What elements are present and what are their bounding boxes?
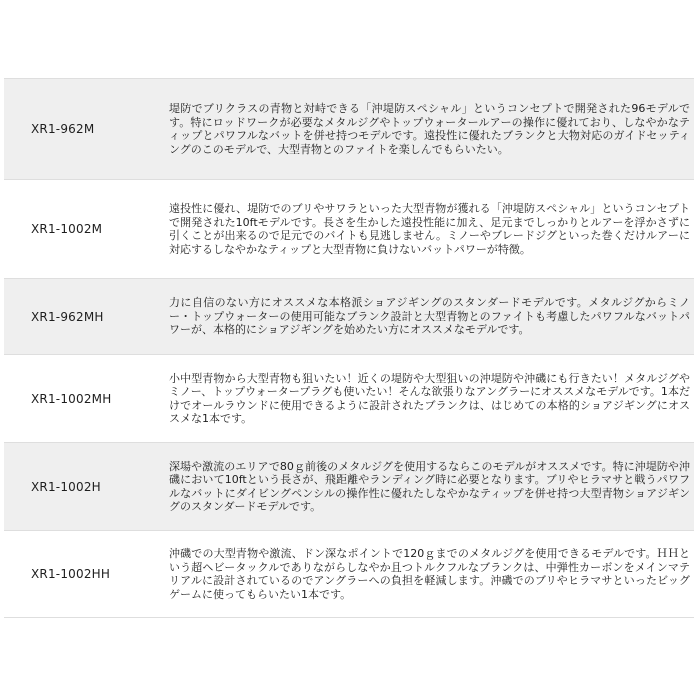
model-description: 力に自信のない方にオススメな本格派ショアジギングのスタンダードモデルです。メタルジグからミノー・トップウォーターの使用可能なブランク設計と大型青物とのファイトも考慮したパワフルなバットパワーが、本格的にショアジギングを始めたい方にオススメなモデルです。 xyxy=(169,296,690,337)
model-name: XR1-962MH xyxy=(31,309,104,324)
table-row xyxy=(4,530,694,618)
model-description: 深場や激流のエリアで80ｇ前後のメタルジグを使用するならこのモデルがオススメです。特に沖堤防や沖磯において10ftという長さが、飛距離やランディング時に必要となります。ブリやヒラマサと戦うパワフルなバットにダイビングペンシルの操作性に優れたしなやかなティップを併せ持つ大型青物ショアジギングのスタンダードモデルです。 xyxy=(169,459,690,513)
model-name: XR1-1002H xyxy=(31,479,101,494)
table-row xyxy=(4,442,694,530)
model-name: XR1-1002M xyxy=(31,222,103,236)
table-row xyxy=(4,354,694,442)
model-description: 遠投性に優れ、堤防でのブリやサワラといった大型青物が獲れる「沖堤防スペシャル」というコンセプトで開発された10ftモデルです。長さを生かした遠投性能に加え、足元までしっかりとルアーを浮かさずに引くことが出来るので足元でのバイトも見逃しません。ミノーやブレードジグといった巻くだけルアーに対応するしなやかなティップと大型青物に負けないバットパワーが特徴。 xyxy=(169,202,690,256)
model-name: XR1-1002HH xyxy=(31,567,111,581)
model-description: 堤防でブリクラスの青物と対峙できる「沖堤防スペシャル」というコンセプトで開発された96モデルです。特にロッドワークが必要なメタルジグやトップウォータールアーの操作に優れており、しなやかなティップとパワフルなバットを併せ持つモデルです。遠投性に優れたブランクと大物対応のガイドセッティングのこのモデルで、大型青物とのファイトを楽しんでもらいたい。 xyxy=(169,102,690,156)
table-row xyxy=(4,278,694,354)
model-name: XR1-1002MH xyxy=(31,391,112,406)
table-row xyxy=(4,179,694,278)
spec-table xyxy=(4,78,694,618)
model-name: XR1-962M xyxy=(31,122,95,136)
model-description: 小中型青物から大型青物も狙いたい！近くの堤防や大型狙いの沖堤防や沖磯にも行きたい！メタルジグやミノー、トップウォータープラグも使いたい！そんな欲張りなアングラーにオススメなモデルです。1本だけでオールラウンドに使用できるように設計されたブランクは、はじめての本格的ショアジギングにオススメな1本です。 xyxy=(169,371,690,425)
model-description: 沖磯での大型青物や激流、ドン深なポイントで120ｇまでのメタルジグを使用できるモデルです。ＨＨという超ヘビータックルでありながらしなやか且つトルクフルなブランクは、中弾性カーボンをメインマテリアルに設計されているのでアングラーへの負担を軽減します。沖磯でのブリやヒラマサといったビッグゲームに使ってもらいたい1本です。 xyxy=(169,547,690,601)
table-row xyxy=(4,78,694,179)
